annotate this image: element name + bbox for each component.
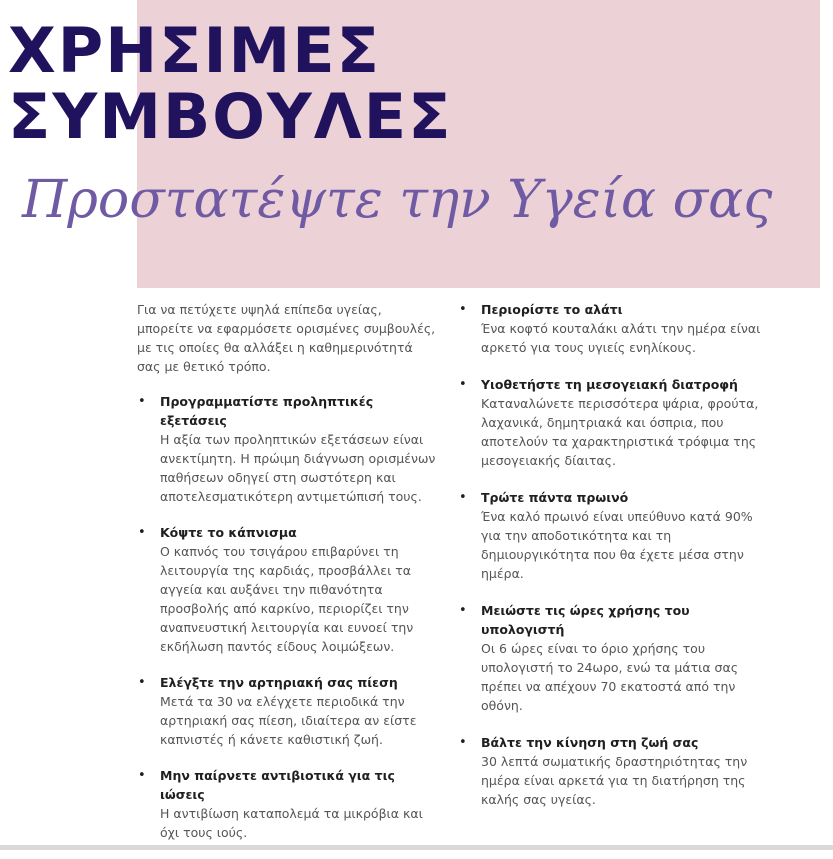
tip-title: Περιορίστε το αλάτι [481, 302, 623, 317]
tip-title: Βάλτε την κίνηση στη ζωή σας [481, 735, 699, 750]
bullet-icon: • [459, 302, 467, 317]
right-column [458, 300, 776, 827]
tip-text: Η αντιβίωση καταπολεμά τα μικρόβια και όχι τους ιούς. [160, 806, 423, 840]
bullet-icon: • [138, 768, 146, 783]
tip-text: Καταναλώνετε περισσότερα ψάρια, φρούτα, λαχανικά, δημητριακά και όσπρια, που αποτελούν τα χαρακτηριστικά τρόφιμα της μεσογειακής δίαιτας. [481, 396, 759, 468]
tip-title: Προγραμματίστε προληπτικές εξετάσεις [160, 394, 374, 428]
tip-title: Κόψτε το κάπνισμα [160, 525, 297, 540]
page-subtitle: Προστατέψτε την Υγεία σας [22, 170, 773, 230]
bottom-divider [0, 845, 833, 850]
bullet-icon: • [138, 394, 146, 409]
list-item [458, 300, 776, 357]
tip-text: Μετά τα 30 να ελέγχετε περιοδικά την αρτηριακή σας πίεση, ιδιαίτερα αν είστε καπνιστές ή κάνετε καθιστική ζωή. [160, 694, 417, 747]
bullet-icon: • [138, 525, 146, 540]
title-line-2: ΣΥΜΒΟΥΛΕΣ [8, 80, 453, 153]
tip-text: Η αξία των προληπτικών εξετάσεων είναι ανεκτίμητη. Η πρώιμη διάγνωση ορισμένων παθήσεων οδηγεί στη σωστότερη και αποτελεσματικότερη αντιμετώπισή τους. [160, 432, 436, 504]
tip-text: Ο καπνός του τσιγάρου επιβαρύνει τη λειτουργία της καρδιάς, προσβάλλει τα αγγεία και αυξάνει την πιθανότητα προσβολής από καρκίνο, περιορίζει την αναπνευστική λειτουργία και ευνοεί την εκδήλωση παντός είδους λοιμώξεων. [160, 544, 414, 654]
tip-text: Οι 6 ώρες είναι το όριο χρήσης του υπολογιστή το 24ωρο, ενώ τα μάτια σας πρέπει να απέχουν 70 εκατοστά από την οθόνη. [481, 641, 739, 713]
list-item [458, 733, 776, 809]
tip-title: Ελέγξτε την αρτηριακή σας πίεση [160, 675, 398, 690]
tip-title: Μην παίρνετε αντιβιοτικά για τις ιώσεις [160, 768, 395, 802]
list-item [137, 392, 437, 506]
list-item [137, 673, 437, 749]
list-item [137, 523, 437, 656]
list-item [458, 601, 776, 715]
bullet-icon: • [138, 675, 146, 690]
page-title [8, 14, 453, 153]
bullet-icon: • [459, 603, 467, 618]
tip-text: 30 λεπτά σωματικής δραστηριότητας την ημέρα είναι αρκετά για τη διατήρηση της καλής σας υγείας. [481, 754, 748, 807]
bullet-icon: • [459, 735, 467, 750]
list-item [137, 766, 437, 842]
bullet-icon: • [459, 377, 467, 392]
list-item [458, 375, 776, 470]
title-line-1: ΧΡΗΣΙΜΕΣ [8, 14, 381, 87]
list-item [458, 488, 776, 583]
left-column [137, 300, 437, 859]
tip-text: Ένα κοφτό κουταλάκι αλάτι την ημέρα είναι αρκετό για τους υγιείς ενηλίκους. [481, 321, 761, 355]
intro-paragraph: Για να πετύχετε υψηλά επίπεδα υγείας, μπορείτε να εφαρμόσετε ορισμένες συμβουλές, με τις οποίες θα αλλάξει η καθημερινότητά σας με θετικό τρόπο. [137, 302, 436, 374]
tip-text: Ένα καλό πρωινό είναι υπεύθυνο κατά 90% για την αποδοτικότητα και τη δημιουργικότητα που θα έχετε μέσα στην ημέρα. [481, 509, 753, 581]
tip-title: Υιοθετήστε τη μεσογειακή διατροφή [481, 377, 738, 392]
tip-title: Τρώτε πάντα πρωινό [481, 490, 629, 505]
bullet-icon: • [459, 490, 467, 505]
tip-title: Μειώστε τις ώρες χρήσης του υπολογιστή [481, 603, 690, 637]
